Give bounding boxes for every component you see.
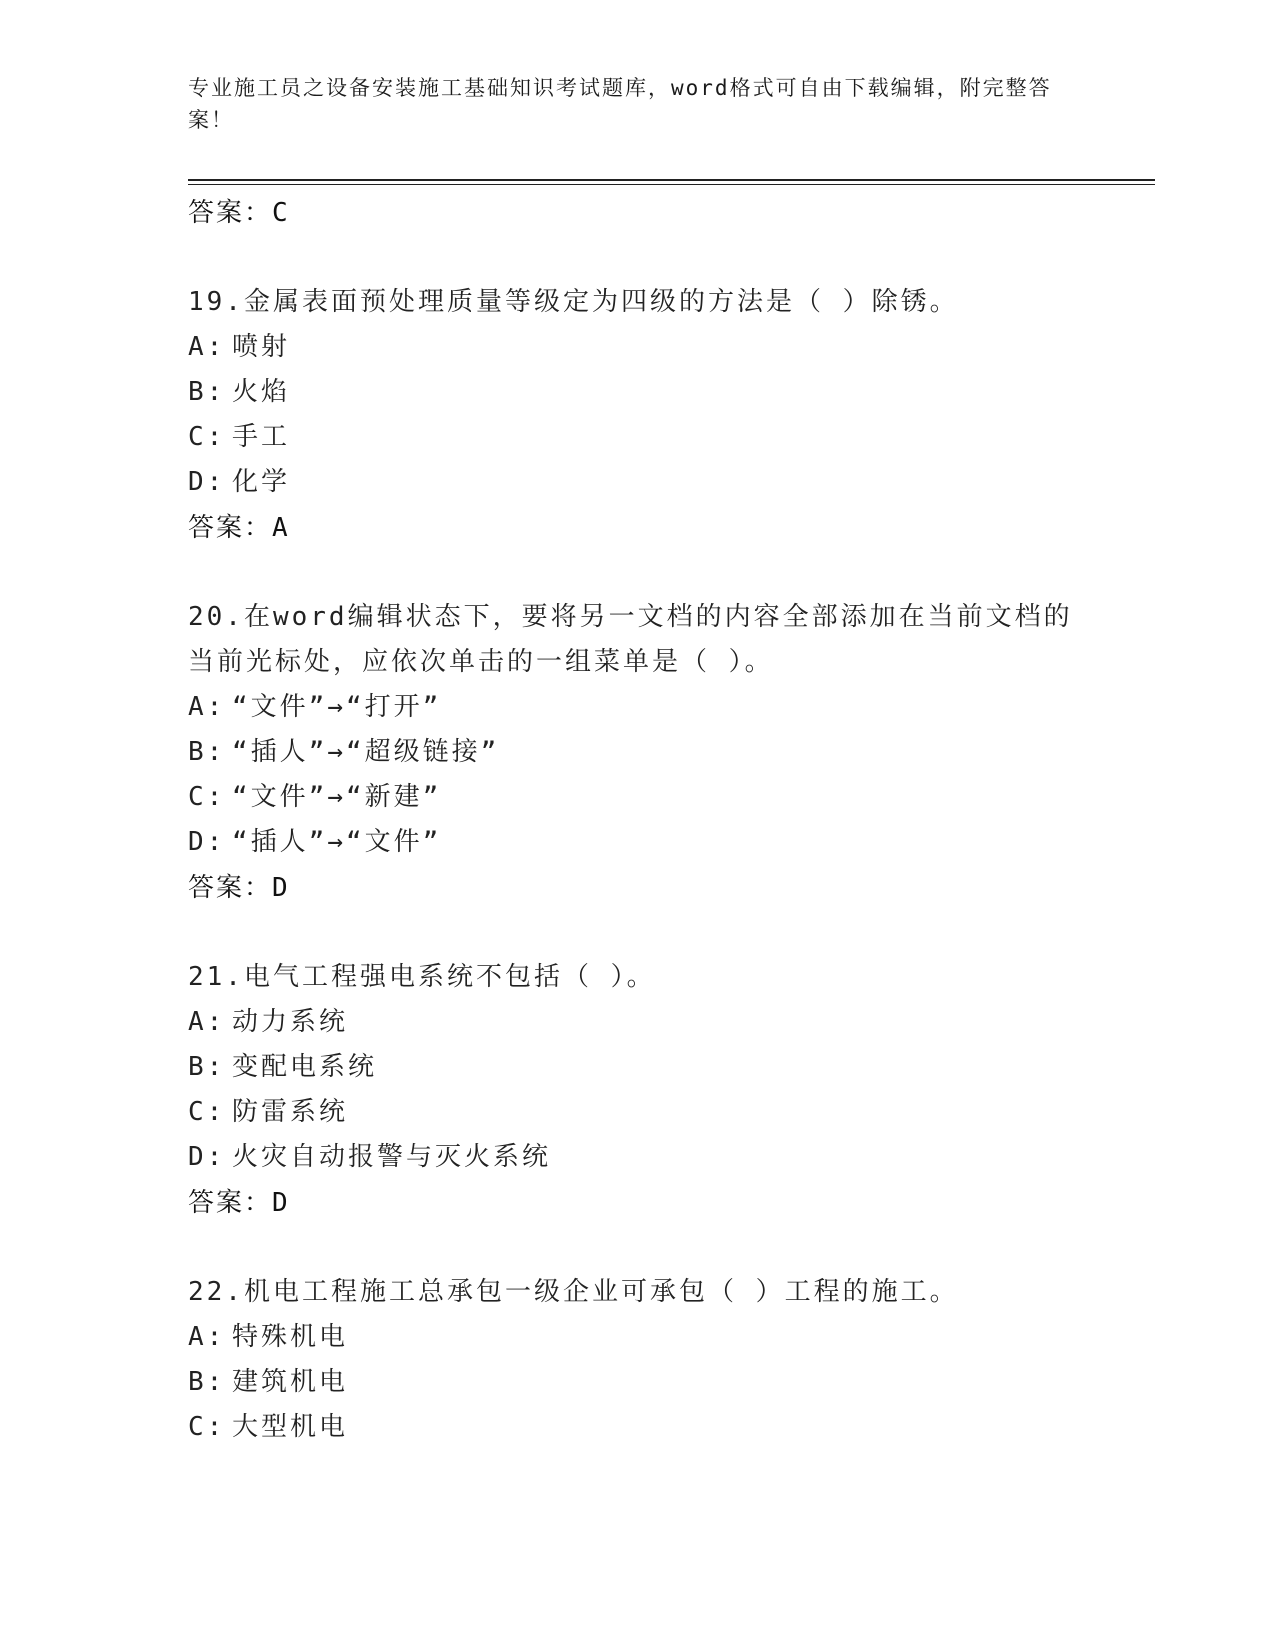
answer-line: 答案：D — [188, 873, 290, 903]
answer-line: 答案：D — [188, 1188, 290, 1218]
option-letter: A: — [188, 692, 226, 722]
option-text: “插人”→“超级链接” — [232, 737, 500, 767]
question-block — [188, 280, 1088, 551]
option-item — [188, 1135, 1088, 1180]
question-block — [188, 1270, 1088, 1450]
option-text: “文件”→“打开” — [232, 692, 442, 722]
question-text: 19.金属表面预处理质量等级定为四级的方法是（ ）除锈。 — [188, 287, 959, 317]
option-text: 变配电系统 — [232, 1052, 378, 1082]
option-item — [188, 325, 1088, 370]
option-letter: A: — [188, 1322, 226, 1352]
option-item — [188, 1045, 1088, 1090]
question-list — [188, 190, 1088, 1450]
answer-line: 答案：C — [188, 198, 290, 228]
option-item — [188, 1090, 1088, 1135]
option-letter: C: — [188, 1412, 226, 1442]
header-rule-thin — [188, 184, 1155, 185]
option-letter: A: — [188, 332, 226, 362]
option-text: 大型机电 — [232, 1412, 349, 1442]
option-letter: B: — [188, 1367, 226, 1397]
option-item — [188, 370, 1088, 415]
option-text: 化学 — [232, 467, 291, 497]
question-block — [188, 955, 1088, 1226]
option-item — [188, 1405, 1088, 1450]
question-text: 21.电气工程强电系统不包括（ ）。 — [188, 962, 656, 992]
header-rule — [188, 179, 1155, 181]
option-letter: C: — [188, 422, 226, 452]
question-text: 20.在word编辑状态下，要将另一文档的内容全部添加在当前文档的当前光标处，应依次单击的一组菜单是（ ）。 — [188, 602, 1073, 677]
option-item — [188, 775, 1088, 820]
option-item — [188, 415, 1088, 460]
option-text: “文件”→“新建” — [232, 782, 442, 812]
option-item — [188, 685, 1088, 730]
option-text: 喷射 — [232, 332, 291, 362]
option-item — [188, 460, 1088, 505]
option-letter: B: — [188, 737, 226, 767]
option-letter: C: — [188, 782, 226, 812]
option-letter: D: — [188, 467, 226, 497]
option-text: 建筑机电 — [232, 1367, 349, 1397]
page-header: 专业施工员之设备安装施工基础知识考试题库，word格式可自由下载编辑，附完整答案！ — [188, 76, 1052, 132]
option-letter: C: — [188, 1097, 226, 1127]
option-item — [188, 1360, 1088, 1405]
question-block — [188, 595, 1088, 911]
option-text: 火灾自动报警与灭火系统 — [232, 1142, 552, 1172]
option-letter: B: — [188, 377, 226, 407]
option-item — [188, 730, 1088, 775]
answer-line: 答案：A — [188, 513, 290, 543]
option-text: “插人”→“文件” — [232, 827, 442, 857]
option-text: 火焰 — [232, 377, 291, 407]
option-text: 动力系统 — [232, 1007, 349, 1037]
option-text: 特殊机电 — [232, 1322, 349, 1352]
question-text: 22.机电工程施工总承包一级企业可承包（ ）工程的施工。 — [188, 1277, 959, 1307]
option-letter: D: — [188, 827, 226, 857]
option-letter: A: — [188, 1007, 226, 1037]
option-letter: B: — [188, 1052, 226, 1082]
option-text: 防雷系统 — [232, 1097, 349, 1127]
option-letter: D: — [188, 1142, 226, 1172]
option-text: 手工 — [232, 422, 291, 452]
option-item — [188, 1315, 1088, 1360]
option-item — [188, 820, 1088, 865]
option-item — [188, 1000, 1088, 1045]
